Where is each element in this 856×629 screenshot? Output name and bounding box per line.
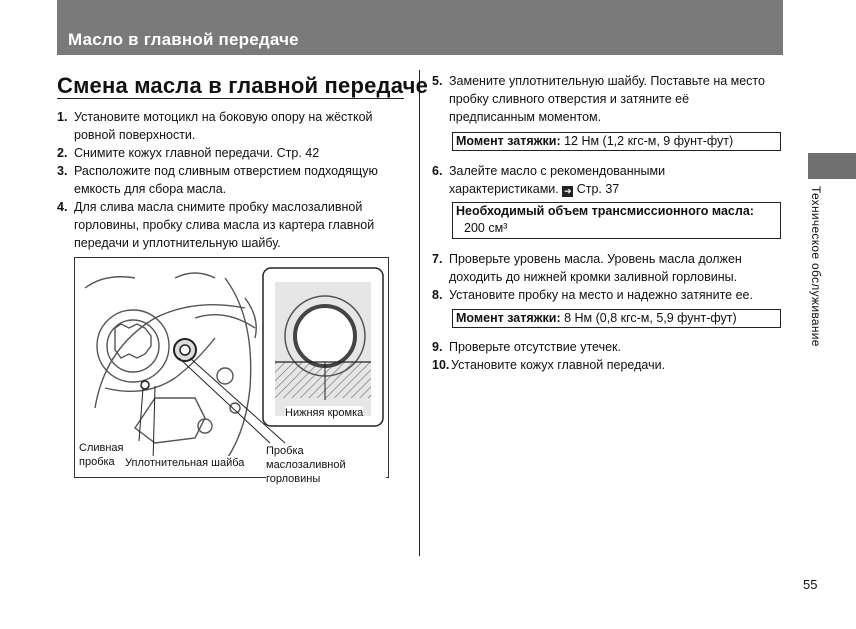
step-3: [57, 162, 392, 198]
torque-value: 12 Нм (1,2 кгс-м, 9 фунт-фут): [560, 134, 734, 148]
step-text: Снимите кожух главной передачи. Стр. 42: [74, 146, 320, 160]
section-title: Масло в главной передаче: [68, 30, 299, 49]
page-ref: Стр. 37: [573, 182, 620, 196]
page-title: Смена масла в главной передаче: [57, 73, 429, 98]
step-number: 4.: [57, 200, 68, 214]
torque-value: 8 Нм (0,8 кгс-м, 5,9 фунт-фут): [560, 311, 737, 325]
final-drive-illustration: [74, 257, 389, 485]
washer-leader: [153, 386, 155, 463]
step-text: Замените уплотнительную шайбу. Поставьте на место пробку сливного отверстия и затяните её предписанным моментом.: [449, 74, 765, 124]
step-text: Установите пробку на место и надежно затяните ее.: [449, 288, 753, 302]
torque-label: Момент затяжки:: [456, 311, 561, 325]
step-7: [432, 250, 772, 286]
column-divider: [419, 70, 420, 556]
side-section-label: Техническое обслуживание: [809, 186, 823, 347]
filler-plug-label: Пробка маслозаливной горловины: [266, 444, 386, 486]
step-number: 1.: [57, 110, 68, 124]
step-number: 3.: [57, 164, 68, 178]
step-text: Для слива масла снимите пробку маслозаливной горловины, пробку слива масла из картера главной передачи и уплотнительную шайбу.: [74, 200, 375, 250]
step-10: [432, 356, 772, 374]
left-steps: [57, 108, 392, 252]
step-text: Установите мотоцикл на боковую опору на жёсткой ровной поверхности.: [74, 110, 373, 142]
capacity-value: 200 см³: [464, 221, 508, 235]
lower-edge-label: Нижняя кромка: [285, 407, 364, 419]
steps-9-10: [432, 338, 772, 374]
step-number: 2.: [57, 146, 68, 160]
gearbox-sketch: [85, 273, 256, 468]
torque-label: Момент затяжки:: [456, 134, 561, 148]
torque-box-1: [452, 132, 781, 151]
step-text: Установите кожух главной передачи.: [451, 358, 666, 372]
step-text: Залейте масло с рекомендованными характеристиками.: [449, 164, 666, 196]
step-9: [432, 338, 772, 356]
step-1: [57, 108, 392, 144]
step-6: [432, 162, 772, 198]
step-number: 7.: [432, 252, 443, 266]
capacity-label: Необходимый объем трансмиссионного масла:: [456, 204, 754, 218]
arrow-ref-icon: ➔: [563, 186, 572, 196]
step-2: [57, 144, 392, 162]
filler-plug-center: [180, 345, 190, 355]
page-number: 55: [803, 577, 818, 592]
steps-7-8: [432, 250, 772, 304]
washer-label: Уплотнительная шайба: [125, 457, 245, 469]
step-number: 8.: [432, 288, 443, 302]
step-5: [432, 72, 772, 126]
step-number: 9.: [432, 340, 443, 354]
drain-plug-label: Сливная пробка: [79, 441, 135, 469]
step-text: Проверьте уровень масла. Уровень масла должен доходить до нижней кромки заливной горловины.: [449, 252, 742, 284]
filler-neck-inner: [295, 306, 355, 366]
side-section-tab: [808, 153, 856, 179]
step-number: 5.: [432, 74, 443, 88]
torque-box-2: [452, 309, 781, 328]
step-text: Проверьте отсутствие утечек.: [449, 340, 621, 354]
step-text: Расположите под сливным отверстием подходящую емкость для сбора масла.: [74, 164, 378, 196]
step-number: 6.: [432, 164, 443, 178]
step-number: 10.: [432, 358, 450, 372]
drain-plug-marker: [141, 381, 149, 389]
title-underline: [57, 98, 404, 99]
filler-plug-leader-2: [179, 358, 270, 443]
step-8: [432, 286, 772, 304]
step-4: [57, 198, 392, 252]
oil-capacity-box: [452, 202, 781, 239]
